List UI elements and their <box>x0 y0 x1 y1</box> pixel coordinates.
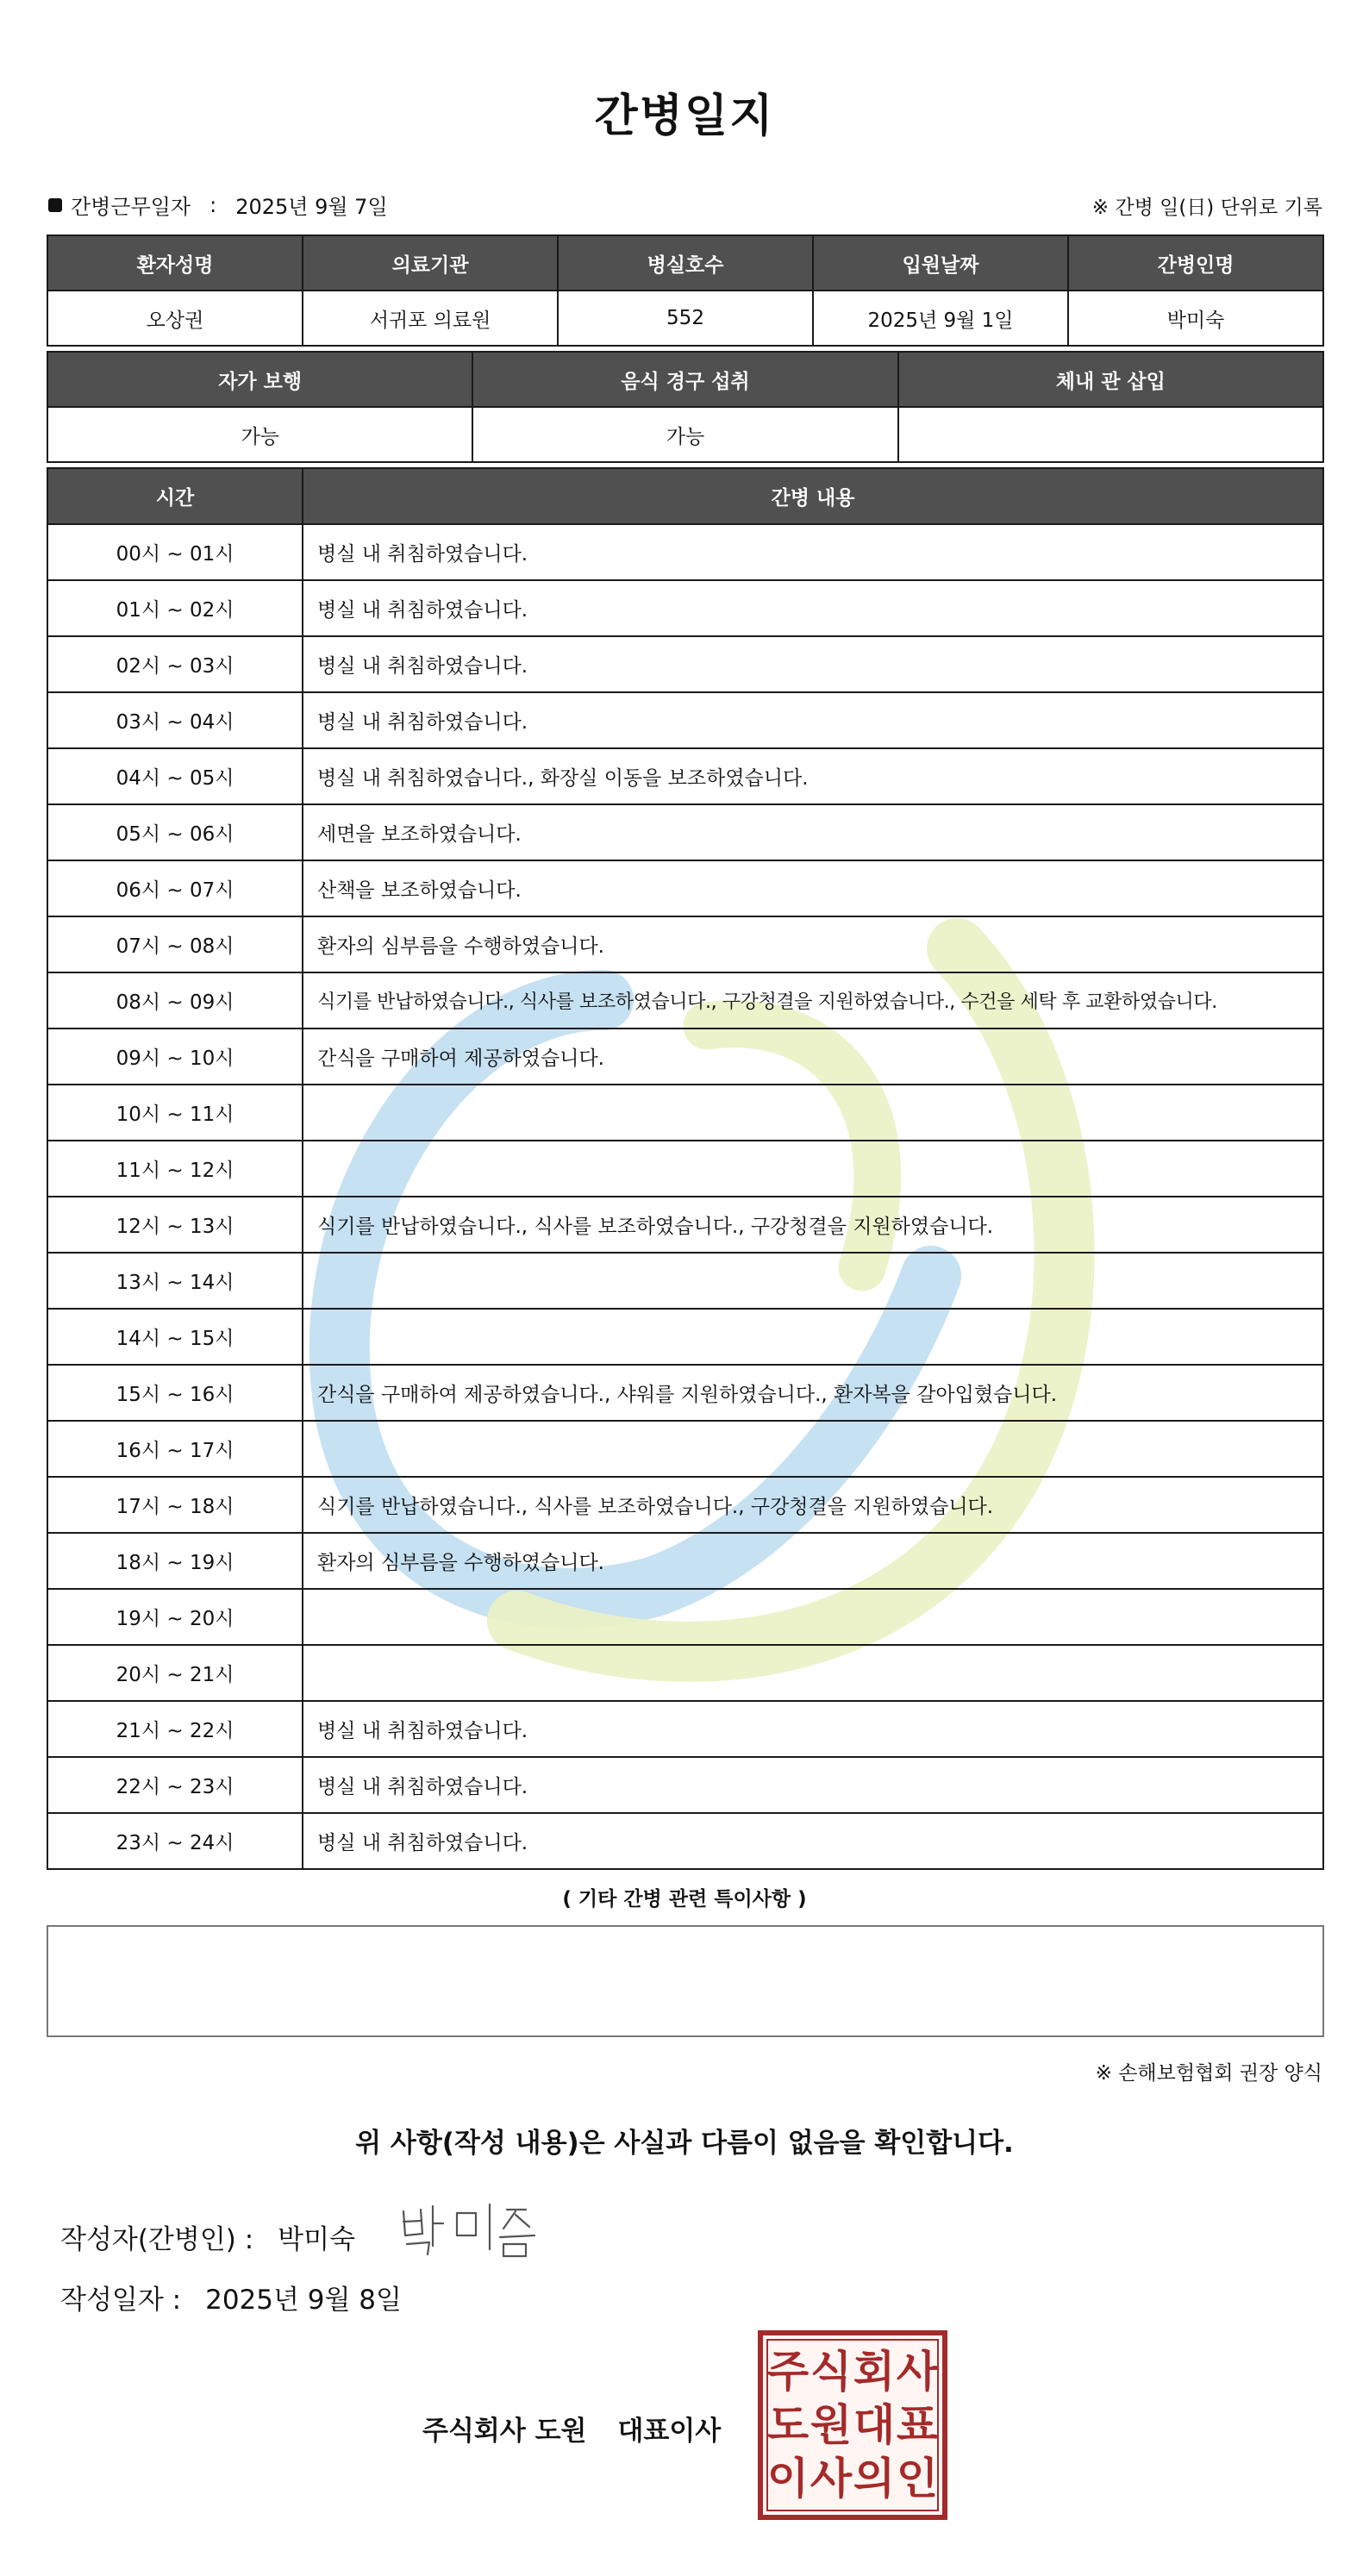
content-cell: 환자의 심부름을 수행하였습니다. <box>303 1533 1323 1589</box>
content-cell: 식기를 반납하였습니다., 식사를 보조하였습니다., 구강청결을 지원하였습니다., 수건을 세탁 후 교환하였습니다. <box>303 972 1323 1029</box>
table-row <box>47 1421 1323 1477</box>
time-cell: 16시 ~ 17시 <box>47 1421 303 1477</box>
table-row <box>47 692 1323 748</box>
content-cell: 세면을 보조하였습니다. <box>303 804 1323 860</box>
time-cell: 21시 ~ 22시 <box>47 1701 303 1757</box>
work-date-value: 2025년 9월 7일 <box>235 195 388 219</box>
writer-name: 박미숙 <box>278 2224 356 2255</box>
time-cell: 03시 ~ 04시 <box>47 692 303 748</box>
time-cell: 14시 ~ 15시 <box>47 1309 303 1365</box>
content-cell: 병실 내 취침하였습니다. <box>303 636 1323 692</box>
content-cell <box>303 1589 1323 1645</box>
header-room-number: 병실호수 <box>558 235 813 291</box>
table-row <box>47 1085 1323 1141</box>
write-date-line <box>60 2278 402 2317</box>
bullet-square-icon <box>48 198 62 212</box>
svg-text:표: 표 <box>896 2400 939 2450</box>
svg-text:사: 사 <box>810 2454 853 2504</box>
self-walking: 가능 <box>47 407 472 462</box>
time-cell: 05시 ~ 06시 <box>47 804 303 860</box>
table-row <box>47 916 1323 972</box>
ability-value-row <box>47 407 1323 462</box>
svg-text:식: 식 <box>810 2347 853 2397</box>
company-name: 주식회사 도원 <box>422 2416 587 2447</box>
oral-intake: 가능 <box>472 407 897 462</box>
table-row <box>47 1253 1323 1309</box>
table-row <box>47 1029 1323 1085</box>
recommend-note: ※ 손해보험협회 권장 양식 <box>1095 2062 1322 2085</box>
admission-date: 2025년 9월 1일 <box>813 291 1068 346</box>
time-cell: 02시 ~ 03시 <box>47 636 303 692</box>
caregiver-name: 박미숙 <box>1068 291 1323 346</box>
time-cell: 07시 ~ 08시 <box>47 916 303 972</box>
content-cell: 간식을 구매하여 제공하였습니다. <box>303 1029 1323 1085</box>
ability-header-row <box>47 352 1323 407</box>
patient-info-header-row <box>47 235 1323 291</box>
time-cell: 12시 ~ 13시 <box>47 1197 303 1253</box>
content-cell <box>303 1141 1323 1197</box>
company-ceo: 대표이사 <box>617 2416 722 2447</box>
hospital: 서귀포 의료원 <box>303 291 558 346</box>
table-row <box>47 1533 1323 1589</box>
tube-insertion <box>898 407 1323 462</box>
header-hospital: 의료기관 <box>303 235 558 291</box>
confirm-statement: 위 사항(작성 내용)은 사실과 다름이 없음을 확인합니다. <box>355 2128 1014 2159</box>
table-row <box>47 1141 1323 1197</box>
patient-info-value-row <box>47 291 1323 346</box>
content-cell: 간식을 구매하여 제공하였습니다., 샤워를 지원하였습니다., 환자복을 갈아입혔습니다. <box>303 1365 1323 1421</box>
svg-text:원: 원 <box>810 2400 853 2450</box>
header-self-walking: 자가 보행 <box>47 352 472 407</box>
table-row <box>47 1813 1323 1869</box>
svg-text:주: 주 <box>766 2347 810 2397</box>
special-notes-title: ( 기타 간병 관련 특이사항 ) <box>562 1888 807 1910</box>
time-cell: 13시 ~ 14시 <box>47 1253 303 1309</box>
content-cell <box>303 1085 1323 1141</box>
header-admission-date: 입원날짜 <box>813 235 1068 291</box>
company-line <box>422 2409 721 2448</box>
work-date-label: 간병근무일자 <box>71 195 191 219</box>
time-cell: 18시 ~ 19시 <box>47 1533 303 1589</box>
time-cell: 09시 ~ 10시 <box>47 1029 303 1085</box>
content-cell <box>303 1309 1323 1365</box>
work-date <box>48 190 388 220</box>
content-cell: 병실 내 취침하였습니다. <box>303 1701 1323 1757</box>
table-row <box>47 524 1323 580</box>
writer-label: 작성자(간병인) : <box>60 2224 254 2255</box>
content-cell: 식기를 반납하였습니다., 식사를 보조하였습니다., 구강청결을 지원하였습니다. <box>303 1197 1323 1253</box>
content-cell: 환자의 심부름을 수행하였습니다. <box>303 916 1323 972</box>
content-cell <box>303 1421 1323 1477</box>
writer-line <box>60 2217 355 2256</box>
svg-text:대: 대 <box>853 2400 896 2450</box>
svg-text:이: 이 <box>766 2454 810 2504</box>
time-cell: 04시 ~ 05시 <box>47 748 303 804</box>
table-row <box>47 1365 1323 1421</box>
header-oral-intake: 음식 경구 섭취 <box>472 352 897 407</box>
time-cell: 22시 ~ 23시 <box>47 1757 303 1813</box>
table-row <box>47 804 1323 860</box>
time-cell: 00시 ~ 01시 <box>47 524 303 580</box>
time-cell: 20시 ~ 21시 <box>47 1645 303 1701</box>
write-date-value: 2025년 9월 8일 <box>205 2285 402 2316</box>
care-log-header-row <box>47 468 1323 524</box>
header-tube-insertion: 체내 관 삽입 <box>898 352 1323 407</box>
header-time: 시간 <box>47 468 303 524</box>
special-notes-box <box>47 1925 1324 2037</box>
header-patient-name: 환자성명 <box>47 235 303 291</box>
table-row <box>47 636 1323 692</box>
content-cell: 병실 내 취침하였습니다., 화장실 이동을 보조하였습니다. <box>303 748 1323 804</box>
table-row <box>47 748 1323 804</box>
table-row <box>47 1589 1323 1645</box>
header-caregiver-name: 간병인명 <box>1068 235 1323 291</box>
table-row <box>47 1477 1323 1533</box>
company-seal-stamp <box>755 2328 950 2523</box>
content-cell: 병실 내 취침하였습니다. <box>303 1757 1323 1813</box>
write-date-label: 작성일자 : <box>60 2285 182 2316</box>
content-cell: 병실 내 취침하였습니다. <box>303 692 1323 748</box>
table-row <box>47 972 1323 1029</box>
work-date-colon: : <box>209 192 217 217</box>
table-row <box>47 1197 1323 1253</box>
time-cell: 01시 ~ 02시 <box>47 580 303 636</box>
time-cell: 11시 ~ 12시 <box>47 1141 303 1197</box>
handwritten-signature <box>397 2194 543 2263</box>
table-row <box>47 860 1323 916</box>
time-cell: 17시 ~ 18시 <box>47 1477 303 1533</box>
patient-ability-table <box>47 351 1324 463</box>
svg-text:도: 도 <box>766 2400 810 2450</box>
time-cell: 10시 ~ 11시 <box>47 1085 303 1141</box>
svg-text:사: 사 <box>896 2347 939 2397</box>
header-care-content: 간병 내용 <box>303 468 1323 524</box>
svg-text:인: 인 <box>896 2454 939 2504</box>
care-log-table <box>47 467 1324 1870</box>
content-cell: 식기를 반납하였습니다., 식사를 보조하였습니다., 구강청결을 지원하였습니다. <box>303 1477 1323 1533</box>
time-cell: 23시 ~ 24시 <box>47 1813 303 1869</box>
content-cell <box>303 1645 1323 1701</box>
time-cell: 15시 ~ 16시 <box>47 1365 303 1421</box>
table-row <box>47 1757 1323 1813</box>
content-cell: 병실 내 취침하였습니다. <box>303 524 1323 580</box>
table-row <box>47 1645 1323 1701</box>
record-unit-note: ※ 간병 일(日) 단위로 기록 <box>1091 197 1322 219</box>
page-title: 간병일지 <box>594 91 775 142</box>
content-cell: 병실 내 취침하였습니다. <box>303 580 1323 636</box>
svg-text:의: 의 <box>853 2454 896 2504</box>
time-cell: 08시 ~ 09시 <box>47 972 303 1029</box>
time-cell: 19시 ~ 20시 <box>47 1589 303 1645</box>
table-row <box>47 1701 1323 1757</box>
content-cell: 산책을 보조하였습니다. <box>303 860 1323 916</box>
content-cell <box>303 1253 1323 1309</box>
svg-text:회: 회 <box>853 2347 896 2397</box>
content-cell: 병실 내 취침하였습니다. <box>303 1813 1323 1869</box>
table-row <box>47 1309 1323 1365</box>
table-row <box>47 580 1323 636</box>
patient-name: 오상권 <box>47 291 303 346</box>
patient-info-table <box>47 234 1324 347</box>
room-number: 552 <box>558 291 813 346</box>
time-cell: 06시 ~ 07시 <box>47 860 303 916</box>
